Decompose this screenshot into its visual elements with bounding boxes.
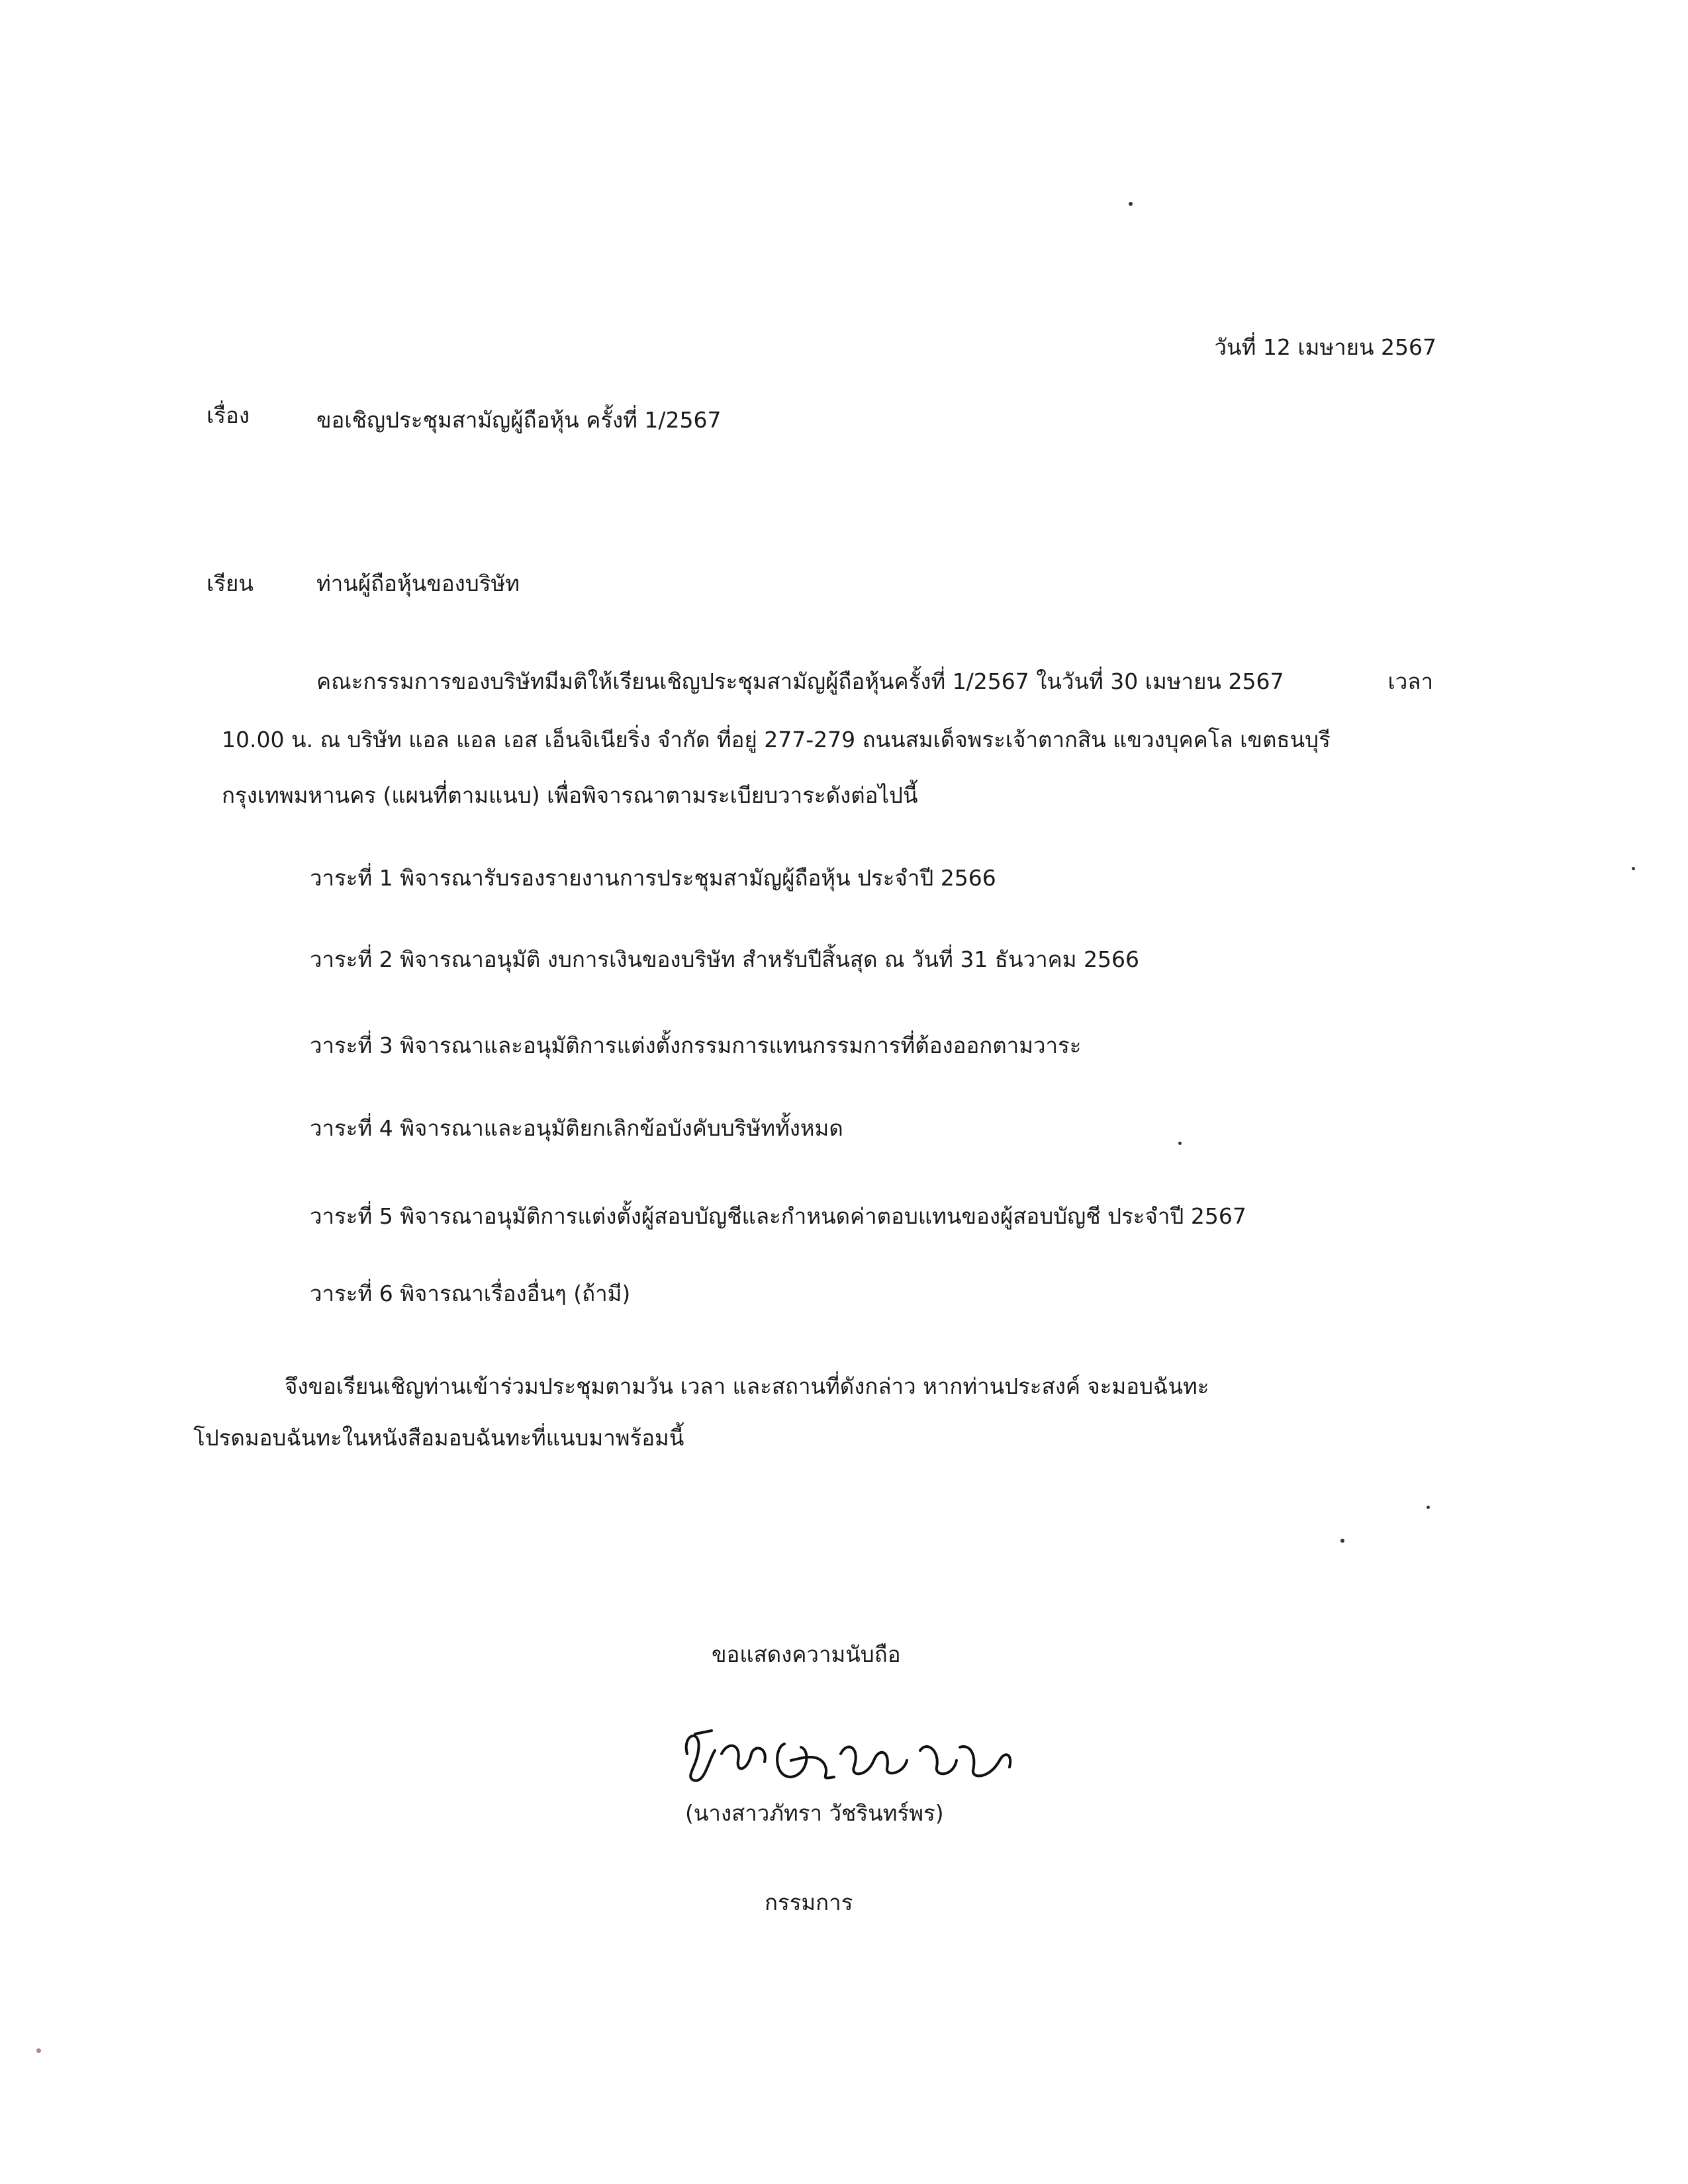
scan-speck [1178,1142,1182,1145]
signer-title: กรรมการ [765,1889,853,1915]
scan-speck [1427,1506,1430,1509]
body-line-2: 10.00 น. ณ บริษัท แอล แอล เอส เอ็นจิเนียริ่ง จำกัด ที่อยู่ 277-279 ถนนสมเด็จพระเจ้าตากสิน แขวงบุคคโล เขตธนบุรี [222,727,1331,752]
agenda-item-1: วาระที่ 1 พิจารณารับรองรายงานการประชุมสามัญผู้ถือหุ้น ประจำปี 2566 [310,865,996,891]
agenda-item-3: วาระที่ 3 พิจารณาและอนุมัติการแต่งตั้งกรรมการแทนกรรมการที่ต้องออกตามวาระ [310,1032,1082,1058]
closing-line-2: โปรดมอบฉันทะในหนังสือมอบฉันทะที่แนบมาพร้อมนี้ [193,1425,684,1451]
scan-speck [36,2048,41,2053]
subject-label: เรื่อง [207,402,250,428]
agenda-item-2: วาระที่ 2 พิจารณาอนุมัติ งบการเงินของบริษัท สำหรับปีสิ้นสุด ณ วันที่ 31 ธันวาคม 2566 [310,946,1139,972]
body-line-3: กรุงเทพมหานคร (แผนที่ตามแนบ) เพื่อพิจารณาตามระเบียบวาระดังต่อไปนี้ [222,782,918,808]
handwritten-signature [675,1714,1019,1794]
scan-speck [1632,867,1635,870]
signer-name: (นางสาวภัทรา วัชรินทร์พร) [685,1800,944,1826]
recipient-label: เรียน [207,570,254,596]
body-line-1: คณะกรรมการของบริษัทมีมติให้เรียนเชิญประชุมสามัญผู้ถือหุ้นครั้งที่ 1/2567 ในวันที่ 30 เมษายน 2567 [316,668,1284,694]
scan-speck [1129,202,1133,206]
subject-text: ขอเชิญประชุมสามัญผู้ถือหุ้น ครั้งที่ 1/2567 [316,407,722,433]
closing-line-1: จึงขอเรียนเชิญท่านเข้าร่วมประชุมตามวัน เวลา และสถานที่ดังกล่าว หากท่านประสงค์ จะมอบฉันทะ [285,1373,1209,1399]
letter-date: วันที่ 12 เมษายน 2567 [1214,334,1436,360]
agenda-item-4: วาระที่ 4 พิจารณาและอนุมัติยกเลิกข้อบังคับบริษัททั้งหมด [310,1115,843,1141]
scan-speck [1340,1539,1344,1543]
regards-text: ขอแสดงความนับถือ [712,1641,901,1667]
body-time-word: เวลา [1387,668,1433,694]
agenda-item-6: วาระที่ 6 พิจารณาเรื่องอื่นๆ (ถ้ามี) [310,1281,631,1306]
recipient-text: ท่านผู้ถือหุ้นของบริษัท [316,570,520,596]
agenda-item-5: วาระที่ 5 พิจารณาอนุมัติการแต่งตั้งผู้สอบบัญชีและกำหนดค่าตอบแทนของผู้สอบบัญชี ประจำปี 2567 [310,1203,1246,1229]
